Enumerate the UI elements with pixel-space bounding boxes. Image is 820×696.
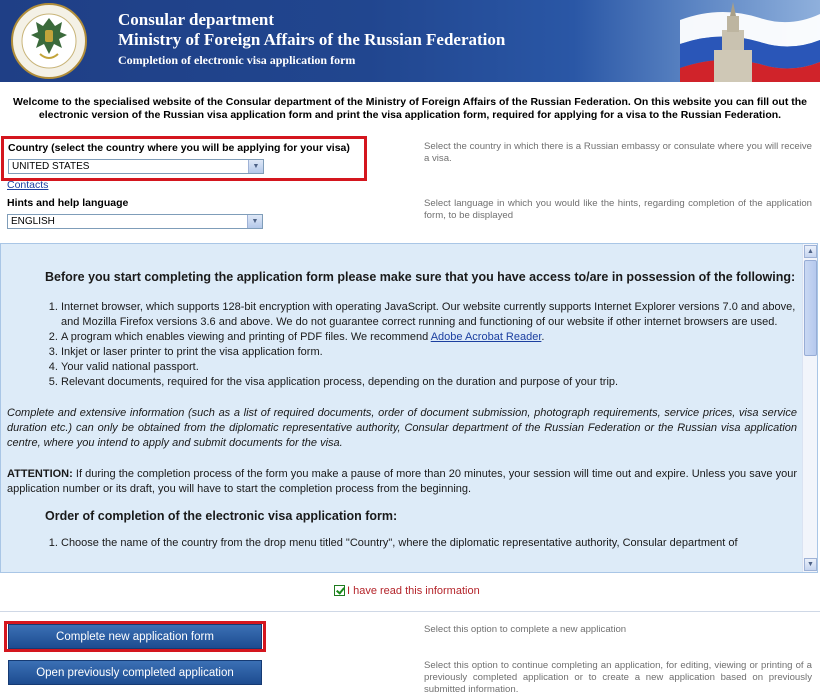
list-item: 2. A program which enables viewing and printing of PDF files. We recommend Adobe Acrobat Reader. (61, 330, 797, 345)
scroll-up-icon[interactable]: ▲ (804, 245, 817, 258)
language-select-value: ENGLISH (11, 216, 55, 227)
open-previous-application-button[interactable]: Open previously completed application (8, 660, 262, 685)
attention-note (7, 467, 797, 497)
header-subtitle: Completion of electronic visa application form (118, 53, 356, 67)
header-department: Consular department (118, 10, 274, 29)
contacts-link[interactable]: Contacts (7, 179, 49, 191)
flag-building-image (670, 0, 820, 82)
language-select[interactable] (7, 214, 263, 229)
section-divider (0, 611, 820, 612)
list-item: 5. Relevant documents, required for the visa application process, depending on the duration and purpose of your trip. (61, 375, 797, 390)
open-application-hint: Select this option to continue completing an application, for editing, viewing or printing of a previously completed application or to create a new application based on previously submitted information. (424, 660, 812, 695)
country-highlight (1, 136, 367, 181)
language-hint: Select language in which you would like the hints, regarding completion of the application form, to be displayed (424, 198, 812, 221)
scroll-down-icon[interactable]: ▼ (804, 558, 817, 571)
read-information-row[interactable] (334, 584, 480, 598)
scroll-thumb[interactable] (804, 260, 817, 356)
chevron-down-icon[interactable]: ▼ (247, 215, 262, 228)
country-label: Country (select the country where you will be applying for your visa) (8, 142, 350, 154)
order-list (7, 536, 797, 551)
read-information-checkbox[interactable] (334, 585, 345, 596)
language-label: Hints and help language (7, 197, 129, 209)
info-title: Before you start completing the application form please make sure that you have access to/are in possession of the following: (45, 270, 796, 284)
attention-text: If during the completion process of the form you make a pause of more than 20 minutes, your session will time out and expire. Unless you save your application number or its draft, you will have to start the completion process from the beginning. (7, 468, 797, 495)
header-ministry: Ministry of Foreign Affairs of the Russian Federation (118, 30, 506, 49)
complete-new-application-button[interactable]: Complete new application form (8, 624, 262, 649)
new-application-hint: Select this option to complete a new application (424, 624, 627, 635)
acrobat-reader-link[interactable]: Adobe Acrobat Reader (430, 331, 542, 343)
list-item: 4. Your valid national passport. (61, 360, 797, 375)
list-item: 3. Inkjet or laser printer to print the visa application form. (61, 345, 797, 360)
country-hint: Select the country in which there is a Russian embassy or consulate where you will receive a visa. (424, 141, 812, 164)
list-item: 1. Choose the name of the country from the drop menu titled "Country", where the diplomatic representative authority, Consular department of (61, 536, 797, 551)
information-panel[interactable] (0, 243, 818, 573)
site-header (0, 0, 820, 82)
chevron-down-icon[interactable]: ▼ (248, 160, 263, 173)
attention-label: ATTENTION: (7, 468, 73, 480)
info-note: Complete and extensive information (such as a list of required documents, order of document submission, photograph requirements, service prices, visa service duration etc.) can only be obtained from the diplomatic representative authority, Consular department of the Russian Federation or the Russian visa application centre, where you intend to apply and submit documents for the visa. (7, 407, 797, 449)
country-select-value: UNITED STATES (12, 161, 90, 172)
country-select[interactable] (8, 159, 264, 174)
order-title: Order of completion of the electronic visa application form: (45, 509, 398, 523)
requirements-list (7, 300, 797, 390)
list-item: 1. Internet browser, which supports 128-bit encryption with operating JavaScript. Our website currently supports Internet Explorer versions 7.0 and above, and Mozilla Firefox versions 3.6 and above. We do not guarantee correct running and functioning of our website if other internet browsers are used. (61, 300, 797, 330)
info-scrollbar[interactable] (802, 244, 817, 572)
ministry-emblem-icon (10, 2, 88, 80)
read-information-label[interactable]: I have read this information (347, 585, 480, 597)
information-content (1, 244, 803, 551)
welcome-text: Welcome to the specialised website of the Consular department of the Ministry of Foreign Affairs of the Russian Federation. On this website you can fill out the electronic version of the Russian visa application form and print the visa application form, required for applying for a visa to the Russian Federation. (12, 96, 808, 121)
